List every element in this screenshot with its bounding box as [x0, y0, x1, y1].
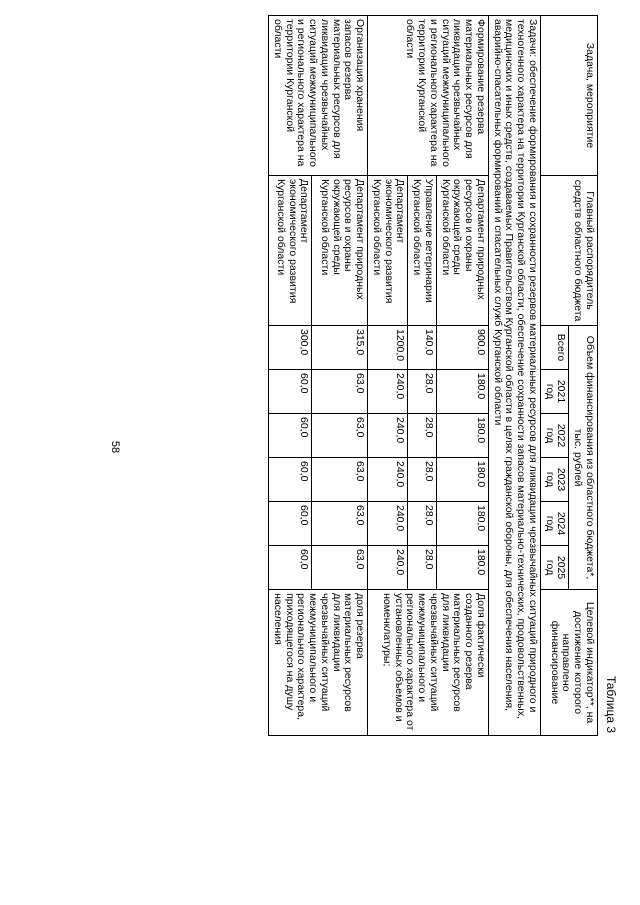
- value-cell: 63,0: [312, 458, 368, 502]
- value-cell: 180,0: [437, 458, 489, 502]
- value-cell: 300,0: [269, 326, 312, 370]
- value-cell: 900,0: [437, 326, 489, 370]
- value-cell: 28,0: [408, 370, 437, 414]
- value-cell: 240,0: [368, 370, 408, 414]
- header-funding: Объем финансирования из областного бюджета*, тыс. рублей: [569, 326, 598, 590]
- header-year: 2021 год: [541, 370, 570, 414]
- measure-cell: Формирование резерва материальных ресурсов для ликвидации чрезвычайных ситуаций межмуниципального и регионального характера на территории Курганской области: [368, 16, 489, 176]
- page-number: 58: [109, 440, 122, 454]
- rotated-page: [110, 15, 620, 735]
- distributor-cell: Департамент природных ресурсов и охраны окружающей среды Курганской области: [312, 176, 368, 326]
- header-year: 2024 год: [541, 502, 570, 546]
- measure-cell: Организация хранения запасов резерва материальных ресурсов для ликвидации чрезвычайных ситуаций межмуниципального и регионального характера на территории Курганской области: [269, 16, 368, 176]
- value-cell: 63,0: [312, 502, 368, 546]
- header-year: 2023 год: [541, 458, 570, 502]
- header-year: 2022 год: [541, 414, 570, 458]
- value-cell: 240,0: [368, 414, 408, 458]
- value-cell: 315,0: [312, 326, 368, 370]
- distributor-cell: Департамент экономического развития Курганской области: [368, 176, 408, 326]
- value-cell: 180,0: [437, 370, 489, 414]
- value-cell: 140,0: [408, 326, 437, 370]
- value-cell: 28,0: [408, 546, 437, 590]
- header-distributor: Главный распорядитель средств областного бюджета: [541, 176, 598, 326]
- value-cell: 60,0: [269, 546, 312, 590]
- header-task: Задача, мероприятие: [541, 16, 598, 176]
- value-cell: 1200,0: [368, 326, 408, 370]
- value-cell: 240,0: [368, 546, 408, 590]
- value-cell: 180,0: [437, 502, 489, 546]
- funding-table: [268, 15, 598, 736]
- value-cell: 60,0: [269, 370, 312, 414]
- value-cell: 63,0: [312, 370, 368, 414]
- indicator-cell: доля резерва материальных ресурсов для ликвидации чрезвычайных ситуаций межмуниципального и регионального характера, приходящегося на душу населения: [269, 590, 368, 736]
- distributor-cell: Департамент экономического развития Курганской области: [269, 176, 312, 326]
- value-cell: 28,0: [408, 502, 437, 546]
- task-row: [489, 16, 541, 736]
- table-row: [312, 16, 368, 736]
- task-text: Задачи: обеспечение формирования и сохранности резервов материальных ресурсов для ликвидации чрезвычайных ситуаций природного и техногенного характера на территории Курганской области; обеспечение сохранности запасов материально-технических, продовольственных, медицинских и иных средств, создаваемых Правительством Курганской области в целях гражданской обороны, для обеспечения населения, аварийно-спасательных формирований и спасательных служб Курганской области: [489, 16, 541, 736]
- indicator-cell: Доля фактически созданного резерва материальных ресурсов для ликвидации чрезвычайных ситуаций межмуниципального и регионального характера от установленных объемов и номенклатуры;: [368, 590, 489, 736]
- value-cell: 180,0: [437, 414, 489, 458]
- table-row: [437, 16, 489, 736]
- value-cell: 63,0: [312, 546, 368, 590]
- value-cell: 240,0: [368, 458, 408, 502]
- value-cell: 28,0: [408, 458, 437, 502]
- header-year: 2025 год: [541, 546, 570, 590]
- value-cell: 240,0: [368, 502, 408, 546]
- distributor-cell: Управление ветеринарии Курганской области: [408, 176, 437, 326]
- value-cell: 180,0: [437, 546, 489, 590]
- value-cell: 60,0: [269, 458, 312, 502]
- header-total: Всего: [541, 326, 570, 370]
- value-cell: 28,0: [408, 414, 437, 458]
- table-label: Таблица 3: [604, 675, 618, 733]
- value-cell: 60,0: [269, 502, 312, 546]
- header-indicator: Целевой индикатор**, на достижение которого направлено финансирование: [541, 590, 598, 736]
- value-cell: 60,0: [269, 414, 312, 458]
- value-cell: 63,0: [312, 414, 368, 458]
- header-row-1: [569, 16, 598, 736]
- distributor-cell: Департамент природных ресурсов и охраны окружающей среды Курганской области: [437, 176, 489, 326]
